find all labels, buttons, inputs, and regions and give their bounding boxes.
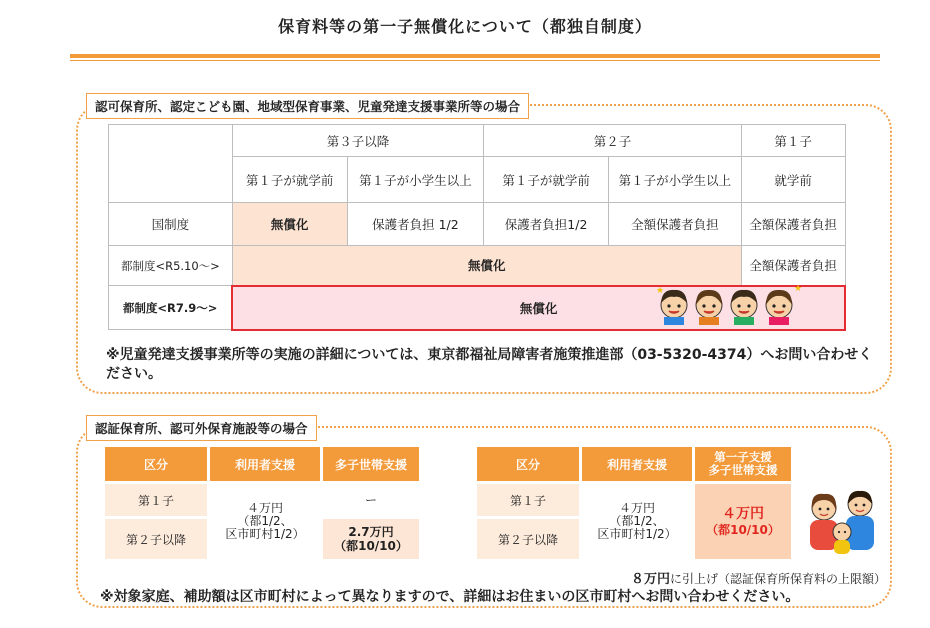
amount-line: 2.7万円 bbox=[348, 525, 394, 539]
table-cell: 全額保護者負担 bbox=[741, 203, 845, 246]
page-title: 保育料等の第一子無償化について（都独自制度） bbox=[278, 17, 652, 36]
header-line: 第一子支援 bbox=[714, 450, 772, 464]
amount-line: （都1/2、 bbox=[609, 514, 665, 528]
amount-line: 区市町村1/2） bbox=[225, 527, 305, 541]
before-user-support bbox=[210, 484, 320, 559]
table-cell: 全額保護者負担 bbox=[608, 203, 741, 246]
before-row-label: 第２子以降 bbox=[105, 519, 207, 559]
after-row-label: 第１子 bbox=[477, 484, 579, 516]
after-table bbox=[474, 444, 794, 562]
subheader: 就学前 bbox=[741, 157, 845, 203]
raise-text: に引上げ（認証保育所保育料の上限額） bbox=[669, 572, 886, 586]
table-cell: 無償化 bbox=[232, 203, 347, 246]
before-header: 利用者支援 bbox=[210, 447, 320, 481]
amount-line: 区市町村1/2） bbox=[597, 527, 677, 541]
amount-line: ４万円 bbox=[722, 505, 764, 522]
section1-label: 認可保育所、認定こども園、地域型保育事業、児童発達支援事業所等の場合 bbox=[86, 93, 529, 119]
section1-note: ※児童発達支援事業所等の実施の詳細については、東京都福祉局障害者施策推進部（03-5320-4374）へお問い合わせください。 bbox=[106, 347, 873, 382]
subheader: 第１子が就学前 bbox=[232, 157, 347, 203]
after-header-support bbox=[695, 447, 791, 481]
before-multi-second bbox=[323, 519, 419, 559]
row-label-metro-r5: 都制度<R5.10～> bbox=[109, 246, 233, 286]
before-header: 区分 bbox=[105, 447, 207, 481]
after-header: 利用者支援 bbox=[582, 447, 692, 481]
header-first-child: 第１子 bbox=[741, 125, 845, 157]
after-support-amount bbox=[695, 484, 791, 559]
children-illustration bbox=[654, 281, 804, 325]
table-cell: 保護者負担1/2 bbox=[484, 203, 609, 246]
free-childcare-table bbox=[108, 124, 846, 331]
after-user-support bbox=[582, 484, 692, 559]
family-illustration bbox=[804, 486, 882, 558]
merged-free-cell: 無償化 bbox=[232, 246, 741, 286]
section2-label: 認証保育所、認可外保育施設等の場合 bbox=[86, 415, 317, 441]
subheader: 第１子が就学前 bbox=[484, 157, 609, 203]
after-row-label: 第２子以降 bbox=[477, 519, 579, 559]
subheader: 第１子が小学生以上 bbox=[608, 157, 741, 203]
amount-line: ４万円 bbox=[246, 501, 283, 515]
svg-text:★: ★ bbox=[656, 285, 665, 296]
table-cell: 全額保護者負担 bbox=[741, 246, 845, 286]
header-second-child: 第２子 bbox=[484, 125, 741, 157]
amount-line: （都10/10） bbox=[706, 522, 780, 537]
amount-line: （都10/10） bbox=[334, 539, 408, 553]
svg-text:★: ★ bbox=[794, 283, 803, 294]
title-underline-thin bbox=[70, 60, 880, 61]
subheader: 第１子が小学生以上 bbox=[347, 157, 484, 203]
before-row-label: 第１子 bbox=[105, 484, 207, 516]
merged-free-cell-new bbox=[232, 283, 845, 330]
before-header: 多子世帯支援 bbox=[323, 447, 419, 481]
title-underline bbox=[70, 54, 880, 58]
after-header: 区分 bbox=[477, 447, 579, 481]
free-label: 無償化 bbox=[519, 300, 558, 316]
raise-amount: ８万円 bbox=[630, 572, 670, 587]
header-line: 多子世帯支援 bbox=[708, 463, 778, 477]
amount-line: （都1/2、 bbox=[237, 514, 293, 528]
section2-note: ※対象家庭、補助額は区市町村によって異なりますので、詳細はお住まいの区市町村へお問い合わせください。 bbox=[100, 589, 800, 605]
before-multi-first: ー bbox=[323, 484, 419, 516]
table-cell: 保護者負担 1/2 bbox=[347, 203, 484, 246]
child-face bbox=[661, 289, 687, 324]
row-label-national: 国制度 bbox=[109, 203, 233, 246]
header-third-child: 第３子以降 bbox=[232, 125, 483, 157]
corner-cell bbox=[109, 125, 233, 203]
amount-line: ４万円 bbox=[618, 501, 655, 515]
raise-note bbox=[0, 568, 886, 587]
row-label-metro-r7: 都制度<R7.9～> bbox=[109, 286, 233, 330]
before-table bbox=[102, 444, 422, 562]
